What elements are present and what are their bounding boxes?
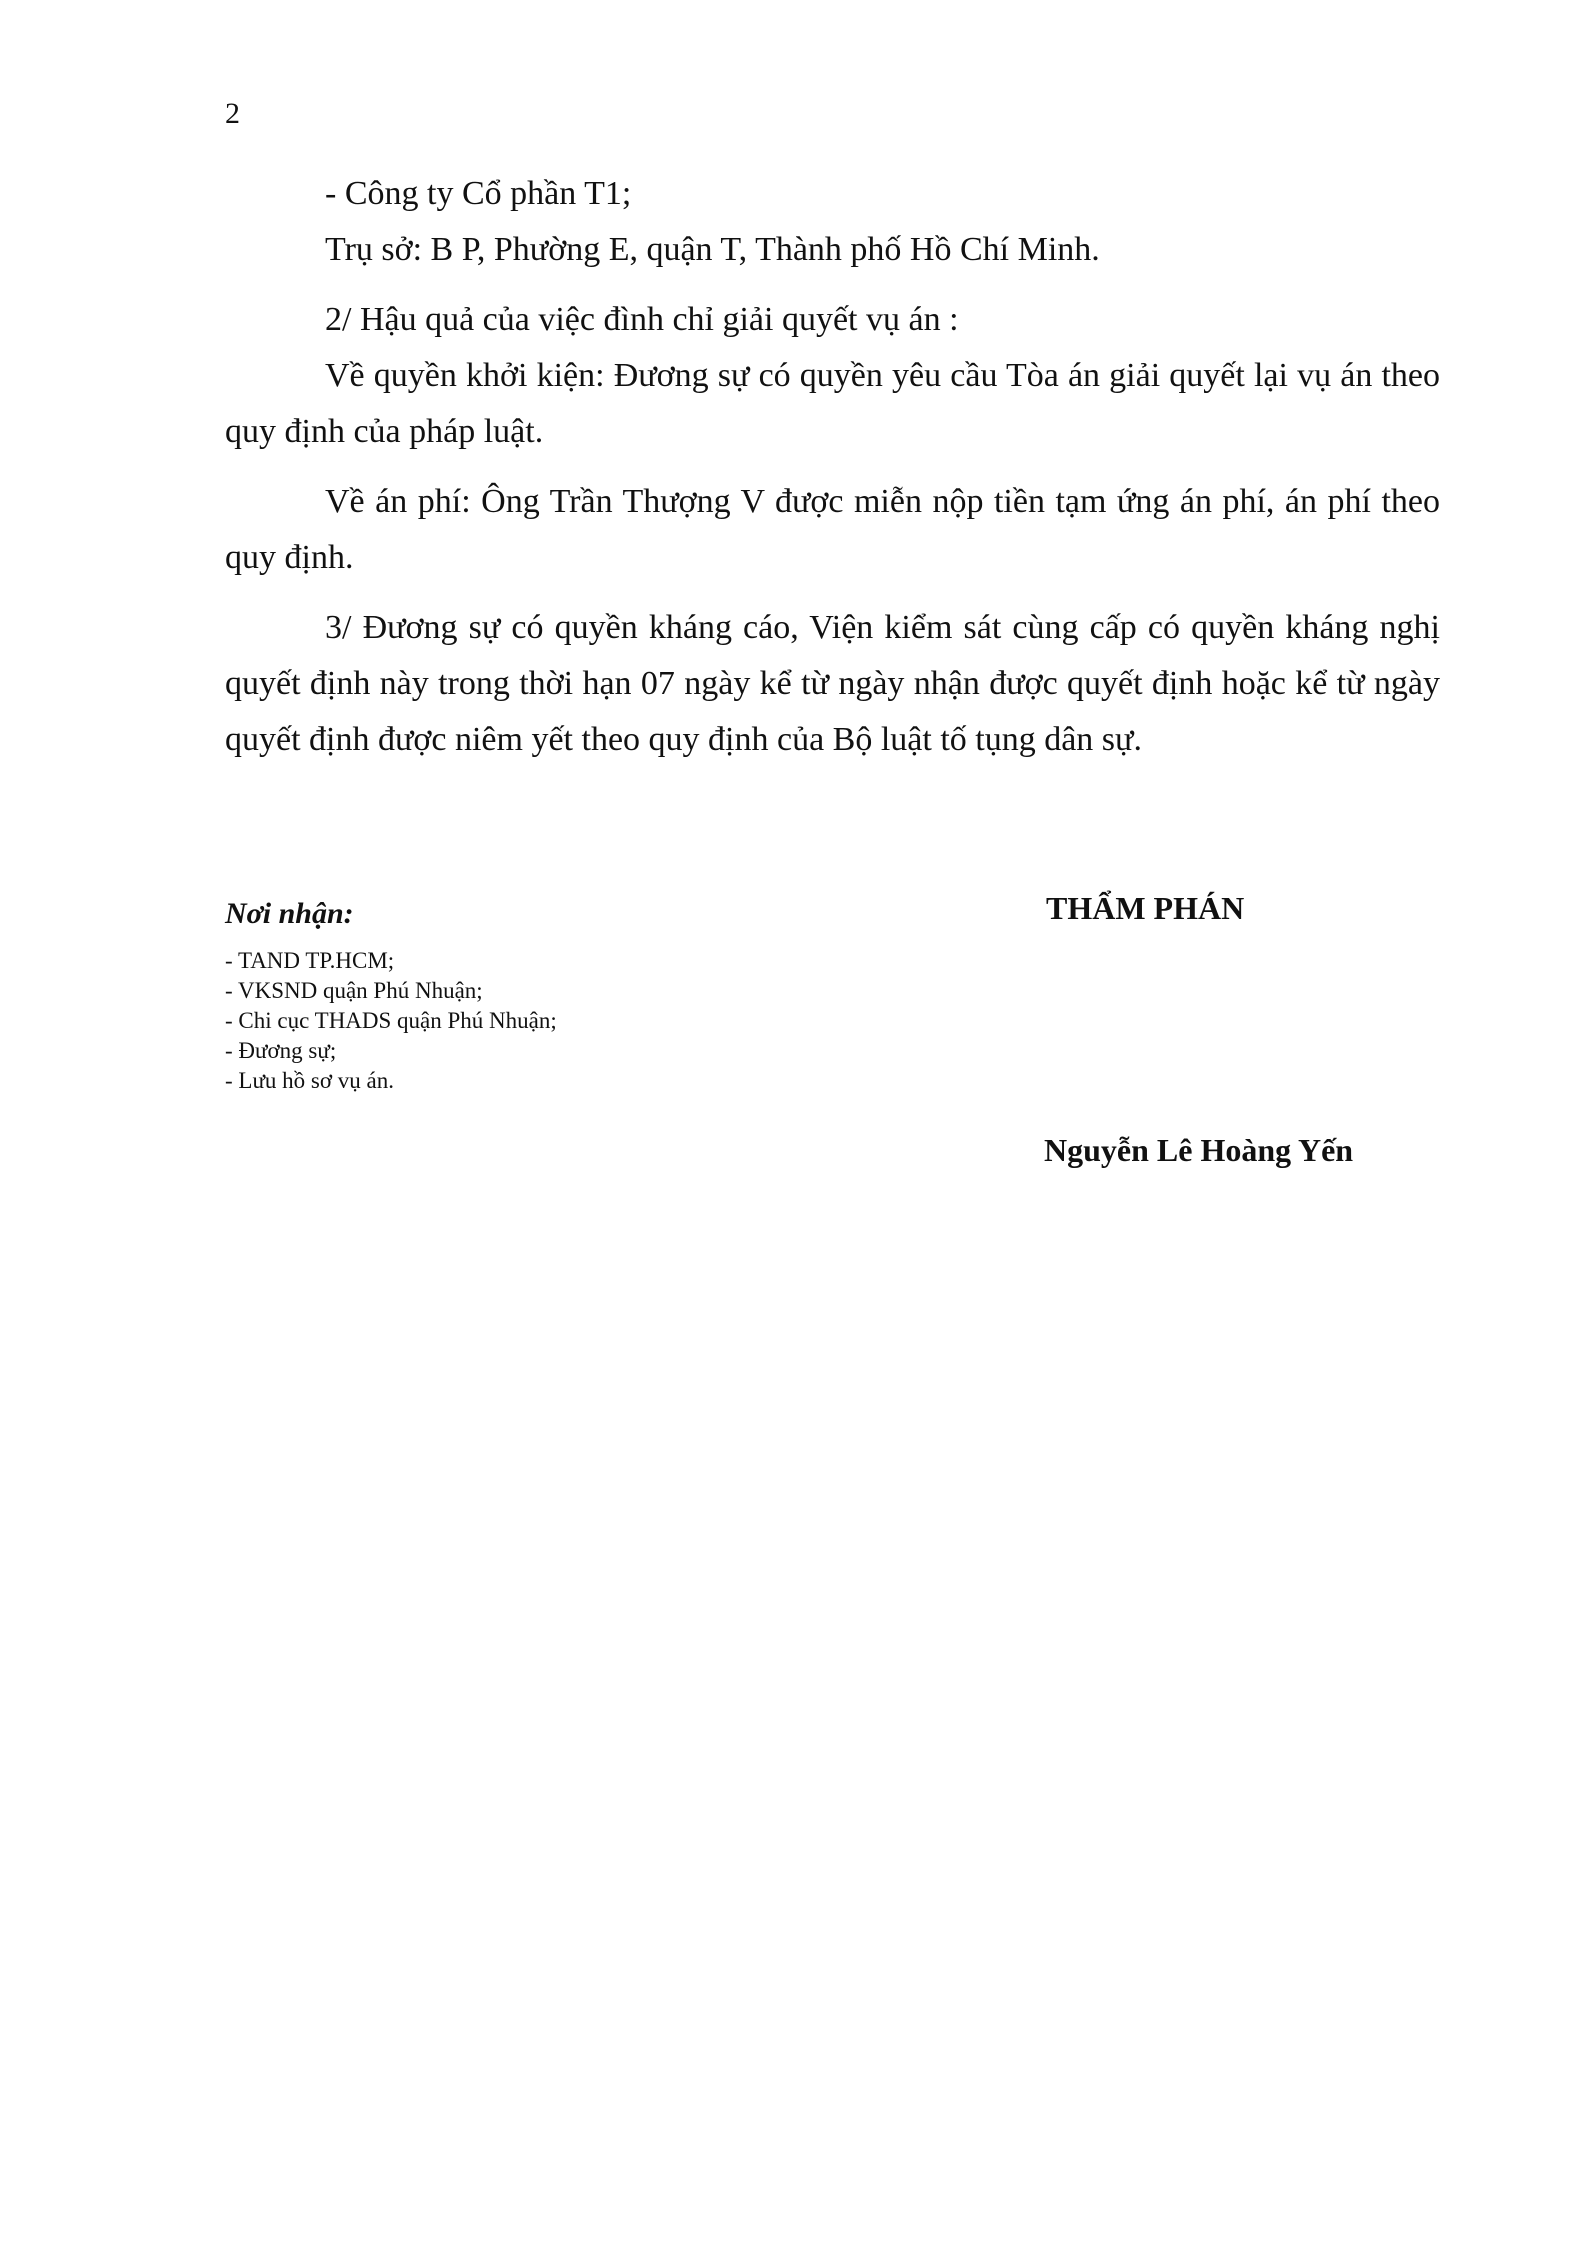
recipients-block xyxy=(225,894,825,1096)
body-paragraph-consequences-heading: 2/ Hậu quả của việc đình chỉ giải quyết vụ án : xyxy=(325,301,959,338)
body-paragraph-appeal-right: 3/ Đương sự có quyền kháng cáo, Viện kiểm sát cùng cấp có quyền kháng nghị quyết định này trong thời hạn 07 ngày kể từ ngày nhận được quyết định hoặc kể từ ngày quyết định được niêm yết theo quy định của Bộ luật tố tụng dân sự. xyxy=(225,609,1440,758)
signature-block xyxy=(1030,888,1450,1168)
recipient-item: - VKSND quận Phú Nhuận; xyxy=(225,978,483,1003)
body-paragraph-lawsuit-right: Về quyền khởi kiện: Đương sự có quyền yêu cầu Tòa án giải quyết lại vụ án theo quy định của pháp luật. xyxy=(225,357,1440,450)
recipients-heading: Nơi nhận: xyxy=(225,897,354,930)
body-paragraph-court-fee: Về án phí: Ông Trần Thượng V được miễn nộp tiền tạm ứng án phí, án phí theo quy định. xyxy=(225,483,1440,576)
recipient-item: - Đương sự; xyxy=(225,1038,337,1063)
recipient-item: - Chi cục THADS quận Phú Nhuận; xyxy=(225,1008,557,1033)
signer-name: Nguyễn Lê Hoàng Yến xyxy=(1044,1132,1354,1168)
signature-title: THẨM PHÁN xyxy=(1046,890,1245,926)
recipient-item: - Lưu hồ sơ vụ án. xyxy=(225,1068,394,1093)
decision-body xyxy=(225,166,1440,782)
page-number: 2 xyxy=(225,97,240,130)
recipients-list xyxy=(225,946,825,1096)
recipient-item: - TAND TP.HCM; xyxy=(225,948,395,973)
body-paragraph-company: - Công ty Cổ phần T1; xyxy=(325,175,632,212)
body-paragraph-address: Trụ sở: B P, Phường E, quận T, Thành phố Hồ Chí Minh. xyxy=(325,231,1100,268)
